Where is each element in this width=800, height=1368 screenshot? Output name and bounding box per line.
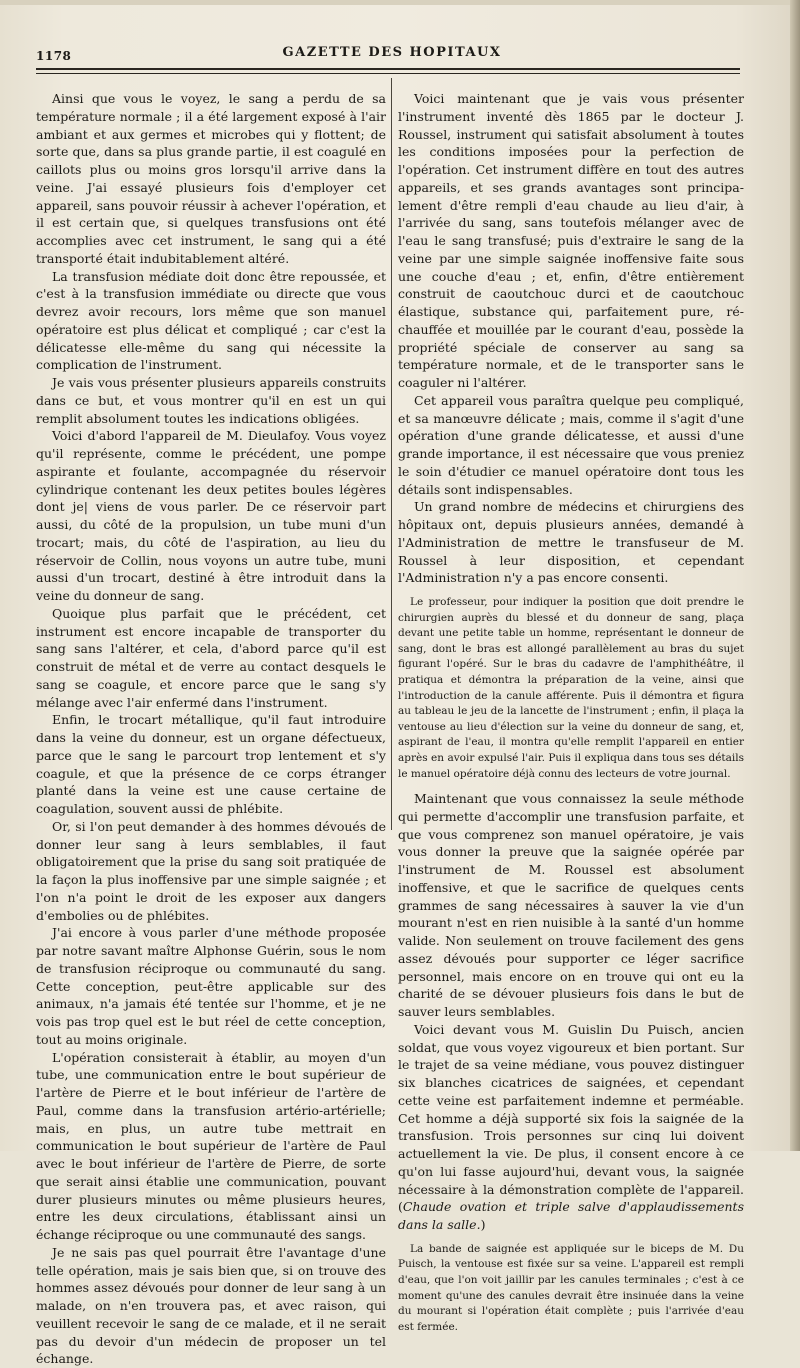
editorial-note: La bande de saignée est appliquée sur le biceps de M. Du Puisch, la ventouse est fixée sur sa veine. L'appareil est rempli d'eau, que l'on voit jaillir par les canules terminales ; c'est à ce moment qu'une des canules devrait être insinuée dans la veine du mourant si l'opération était complète ; puis l'arrivée d'eau est fermée. [398,1242,744,1333]
journal-title: GAZETTE DES HOPITAUX [282,45,502,60]
closing-parenthesis: ) [480,1217,486,1233]
paragraph: Ainsi que vous le voyez, le sang a perdu de sa température normale ; il a été largement exposé à l'air ambiant et aux germes et microbes qui y flottent; de sorte que, dans sa plus grande partie, il est coagulé en caillots plus ou moins gros lorsqu'il arrive dans la veine. J'ai essayé plusieurs fois d'employer cet appareil, sans pouvoir réussir à achever l'opération, et il est certain que, si quelques transfusions ont été accomplies avec cet instrument, le sang qui a été transporté était indubitablement altéré. [36,91,386,266]
left-column [36,90,386,1367]
right-column [398,90,744,1333]
paragraph-with-stage-direction [398,1021,744,1234]
paragraph: Or, si l'on peut demander à des hommes dévoués de donner leur sang à leurs semblables, il faut obligatoirement que la prise du sang soit pratiquée de la façon la plus inoffensive par une simple saignée ; et l'on n'a point le droit de les exposer aux dangers d'embolies ou de phlébites. [36,818,386,923]
header-rule-thin [36,73,740,74]
page-number: 1178 [36,49,72,63]
paragraph: Voici d'abord l'appareil de M. Dieulafoy. Vous voyez qu'il représente, comme le précédent, une pompe aspirante et foulante, accompagnée du réservoir cylindrique contenant les deux petites boules légères dont je| viens de vous parler. De ce réservoir part aussi, du côté de la propulsion, un tube muni d'un trocart; mais, du côté de l'aspiration, au lieu du réservoir de Collin, nous voyons un autre tube, muni aussi d'un trocart, destiné à être introduit dans la veine du donneur de sang. [36,428,386,603]
paragraph: Je vais vous présenter plusieurs appareils construits dans ce but, et vous montrer qu'il en est un qui remplit absolument toutes les indications obligées. [36,375,386,426]
paragraph: Maintenant que vous connaissez la seule méthode qui permette d'accomplir une transfusion parfaite, et que vous comprenez son manuel opératoire, je vais vous donner la preuve que la saignée opérée par l'instrument de M. Roussel est absolument inoffensive, et que le sacrifice de quelques cents grammes de sang nécessaires à sauver la vie d'un mourant n'est en rien nuisible à la santé d'un homme valide. Non seulement on trouve facilement des gens assez dévoués pour supporter ce léger sacrifice personnel, mais encore on en trouve qui ont eu la charité de se dévouer plusieurs fois dans le but de sauver leurs semblables. [398,791,744,1020]
paragraph: Quoique plus parfait que le précédent, cet instrument est encore incapable de transporter du sang sans l'altérer, et cela, d'abord parce qu'il est construit de métal et de verre au contact desquels le sang se coagule, et encore parce que le sang s'y mélange avec l'air enfermé dans l'instrument. [36,605,386,710]
paragraph: La transfusion médiate doit donc être repoussée, et c'est à la transfusion immédiate ou directe que vous devrez avoir recours, lors même que son manuel opératoire est plus délicat et compliqué ; car c'est la délicatesse elle-même du sang qui nécessite la complication de l'instrument. [36,268,386,373]
page-header [36,44,748,64]
header-rule-thick [36,68,740,70]
page-top-edge [0,0,800,5]
paragraph: Je ne sais pas quel pourrait être l'avantage d'une telle opération, mais je sais bien que, si on trouve des hommes assez dévoués pour donner de leur sang à un malade, on n'en trouvera pas, et avec raison, qui veuillent recevoir le sang de ce malade, et il ne serait pas du devoir d'un médecin de proposer un tel échange. [36,1244,386,1367]
paragraph: L'opération consisterait à établir, au moyen d'un tube, une communication entre le bout supérieur de l'artère de Pierre et le bout inférieur de l'artère de Paul, comme dans la transfusion artério-artérielle; mais, en plus, un autre tube mettrait en communication le bout supérieur de l'artère de Paul avec le bout inférieur de l'artère de Pierre, de sorte que serait ainsi établie une communication, pouvant durer plusieurs minutes ou même plusieurs heures, entre les deux circulations, établissant ainsi un échange réciproque ou une communauté des sangs. [36,1049,386,1242]
paragraph: Un grand nombre de médecins et chirurgiens des hôpitaux ont, depuis plusieurs années, demandé à l'Administration de mettre le transfuseur de M. Roussel à leur disposition, et cependant l'Administration n'y a pas encore consenti. [398,499,744,586]
page-binding-edge [790,0,800,1151]
column-divider [391,78,392,830]
paragraph: Cet appareil vous paraîtra quelque peu compliqué, et sa manœuvre délicate ; mais, comme il s'agit d'une opération d'une grande délicatesse, et aussi d'une grande importance, il est nécessaire que vous preniez le soin d'étudier ce manuel opératoire dont tous les détails sont indispensables. [398,392,744,497]
paragraph: Enfin, le trocart métallique, qu'il faut introduire dans la veine du donneur, est un organe défectueux, parce que le sang le parcourt trop lentement et s'y coagule, et que la présence de ce corps étranger planté dans la veine est une cause certaine de coagulation, souvent aussi de phlébite. [36,712,386,816]
paragraph: Voici maintenant que je vais vous présenter l'instrument inventé dès 1865 par le docteur J. Roussel, instrument qui satisfait absolument à toutes les conditions imposées pour la perfection de l'opération. Cet instrument diffère en tout des autres appareils, et ses grands avantages sont principalement d'être rempli d'eau chaude au lieu d'air, à l'arrivée du sang, sans toutefois mélanger avec de l'eau le sang transfusé; puis d'extraire le sang de la veine par une simple saignée inoffensive faite sous une couche d'eau ; et, enfin, d'être entièrement construit de caoutchouc durci et de caoutchouc élastique, substance qui, parfaitement pure, réchauffée et mouillée par le courant d'eau, possède la propriété spéciale de conserver au sang sa température normale, et de le transporter sans le coaguler ni l'altérer. [398,91,744,390]
paragraph: J'ai encore à vous parler d'une méthode proposée par notre savant maître Alphonse Guérin, sous le nom de transfusion réciproque ou communauté du sang. Cette conception, peut-être applicable sur des animaux, n'a jamais été tentée sur l'homme, et je ne vois pas trop quel est le but réel de cette conception, tout au moins originale. [36,925,386,1047]
audience-reaction: Chaude ovation et triple salve d'applaudissements dans la salle. [398,1199,744,1233]
paragraph-text: Voici devant vous M. Guislin Du Puisch, ancien soldat, que vous voyez vigoureux et bien portant. Sur le trajet de sa veine médiane, vous pouvez distinguer six blanches cicatrices de saignées, et cependant cette veine est parfaitement indemne et perméable. Cet homme a déjà supporté six fois la saignée de la transfusion. Trois personnes sur cinq lui doivent actuellement la vie. De plus, il consent encore à ce qu'on lui fasse aujourd'hui, devant vous, la saignée nécessaire à la démonstration complète de l'appareil. ( [398,1021,744,1215]
editorial-note: Le professeur, pour indiquer la position que doit prendre le chirurgien auprès du blessé et du donneur de sang, plaça devant une petite table un homme, représentant le donneur de sang, dont le bras est allongé parallèlement au bras du sujet figurant l'opéré. Sur le bras du cadavre de l'amphithéâtre, il pratiqua et démontra la préparation de la veine, ainsi que l'introduction de la canule afférente. Puis il démontra et figura au tableau le jeu de la lancette de l'instrument ; enfin, il plaça la ventouse au lieu d'élection sur la veine du donneur de sang, et, aspirant de l'eau, il montra qu'elle remplit l'appareil en entier après en avoir expulsé l'air. Puis il expliqua dans tous ses détails le manuel opératoire déjà connu des lecteurs de votre journal. [398,596,744,780]
